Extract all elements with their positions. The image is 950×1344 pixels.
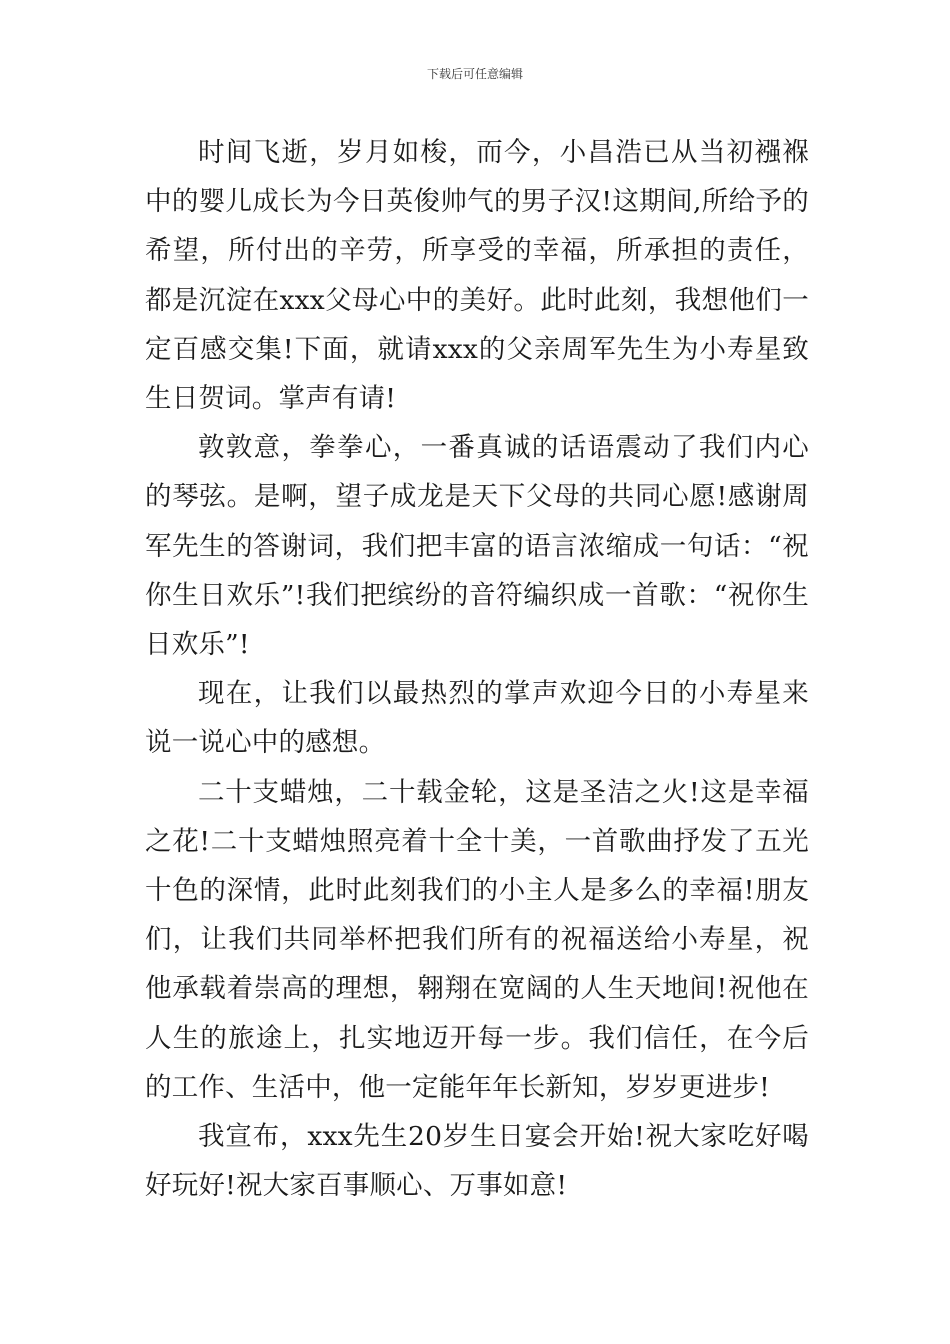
- paragraph-1: 时间飞逝，岁月如梭，而今，小昌浩已从当初襁褓中的婴儿成长为今日英俊帅气的男子汉!这期间,所给予的希望，所付出的辛劳，所享受的幸福，所承担的责任，都是沉淀在xxx父母心中的美好。此时此刻，我想他们一定百感交集!下面，就请xxx的父亲周军先生为小寿星致生日贺词。掌声有请!: [145, 137, 809, 415]
- paragraph-5: 我宣布，xxx先生20岁生日宴会开始!祝大家吃好喝好玩好!祝大家百事顺心、万事如意!: [145, 1121, 809, 1202]
- paragraph-2: 敦敦意，拳拳心，一番真诚的话语震动了我们内心的琴弦。是啊，望子成龙是天下父母的共同心愿!感谢周军先生的答谢词，我们把丰富的语言浓缩成一句话：“祝你生日欢乐”!我们把缤纷的音符编织成一首歌：“祝你生日欢乐”!: [145, 432, 809, 661]
- paragraph-3: 现在，让我们以最热烈的掌声欢迎今日的小寿星来说一说心中的感想。: [145, 678, 809, 759]
- document-body: [145, 128, 809, 1210]
- page-header: 下载后可任意编辑: [426, 67, 523, 81]
- paragraph-4: 二十支蜡烛，二十载金轮，这是圣洁之火!这是幸福之花!二十支蜡烛照亮着十全十美，一首歌曲抒发了五光十色的深情，此时此刻我们的小主人是多么的幸福!朋友们，让我们共同举杯把我们所有的祝福送给小寿星，祝他承载着崇高的理想，翱翔在宽阔的人生天地间!祝他在人生的旅途上，扎实地迈开每一步。我们信任，在今后的工作、生活中，他一定能年年长新知，岁岁更进步!: [145, 776, 809, 1103]
